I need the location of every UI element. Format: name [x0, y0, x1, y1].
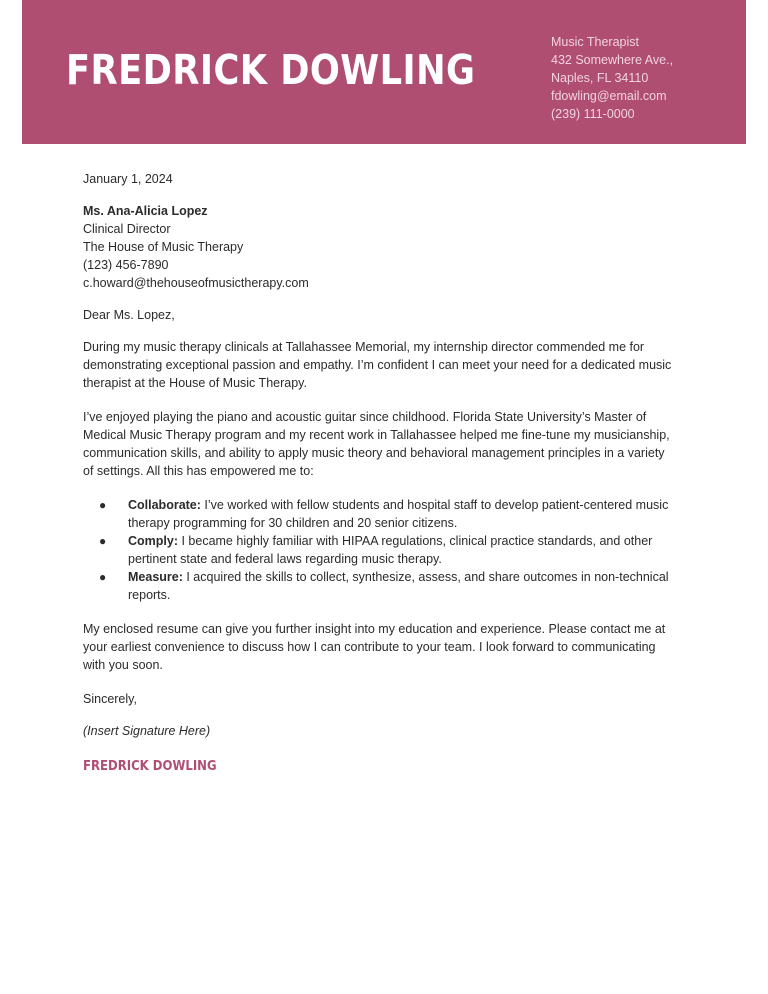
header-banner [22, 0, 746, 144]
list-item [83, 496, 673, 532]
list-item-heading: Collaborate: [128, 498, 201, 512]
closing: Sincerely, [83, 692, 137, 706]
list-item-heading: Measure: [128, 570, 183, 584]
paragraph-3: My enclosed resume can give you further insight into my education and experience. Please contact me at your earliest convenience to discuss how I can contribute to your team. I look forward to communicating with you soon. [83, 622, 666, 672]
list-item-heading: Comply: [128, 534, 178, 548]
list-item-text: I became highly familiar with HIPAA regulations, clinical practice standards, and other pertinent state and federal laws regarding music therapy. [128, 534, 653, 566]
bullet-icon: ● [99, 534, 107, 548]
list-item [83, 568, 673, 604]
bullet-icon: ● [99, 570, 107, 584]
contact-street: 432 Somewhere Ave., [551, 53, 674, 67]
contact-block [551, 33, 673, 123]
skills-list [83, 496, 673, 604]
paragraph-1: During my music therapy clinicals at Tallahassee Memorial, my internship director commended me for demonstrating exceptional passion and empathy. I’m confident I can meet your need for a dedicated music therapist at the House of Music Therapy. [83, 340, 672, 390]
signoff-name: FREDRICK DOWLING [83, 759, 217, 774]
applicant-name: FREDRICK DOWLING [66, 46, 476, 94]
contact-job-title: Music Therapist [551, 35, 639, 49]
recipient-phone: (123) 456-7890 [83, 258, 169, 272]
bullet-icon: ● [99, 498, 107, 512]
list-item [83, 532, 673, 568]
list-item-text: I’ve worked with fellow students and hospital staff to develop patient-centered music therapy programming for 30 children and 20 senior citizens. [128, 498, 669, 530]
contact-email[interactable]: fdowling@email.com [551, 89, 667, 103]
recipient-email[interactable]: c.howard@thehouseofmusictherapy.com [83, 276, 309, 290]
letter-body [83, 170, 673, 776]
recipient-title: Clinical Director [83, 222, 171, 236]
signature-placeholder: (Insert Signature Here) [83, 724, 211, 738]
contact-phone: (239) 111-0000 [551, 107, 635, 121]
contact-city: Naples, FL 34110 [551, 71, 649, 85]
salutation: Dear Ms. Lopez, [83, 308, 175, 322]
recipient-company: The House of Music Therapy [83, 240, 244, 254]
letter-date: January 1, 2024 [83, 172, 173, 186]
recipient-name: Ms. Ana-Alicia Lopez [83, 204, 208, 218]
paragraph-2: I’ve enjoyed playing the piano and acoustic guitar since childhood. Florida State University’s Master of Medical Music Therapy program and my recent work in Tallahassee helped me fine-tune my musicianship, communication skills, and ability to apply music theory and behavioral management principles in a variety of settings. All this has empowered me to: [83, 410, 670, 478]
list-item-text: I acquired the skills to collect, synthesize, assess, and share outcomes in non-technical reports. [128, 570, 669, 602]
recipient-block [83, 202, 673, 292]
